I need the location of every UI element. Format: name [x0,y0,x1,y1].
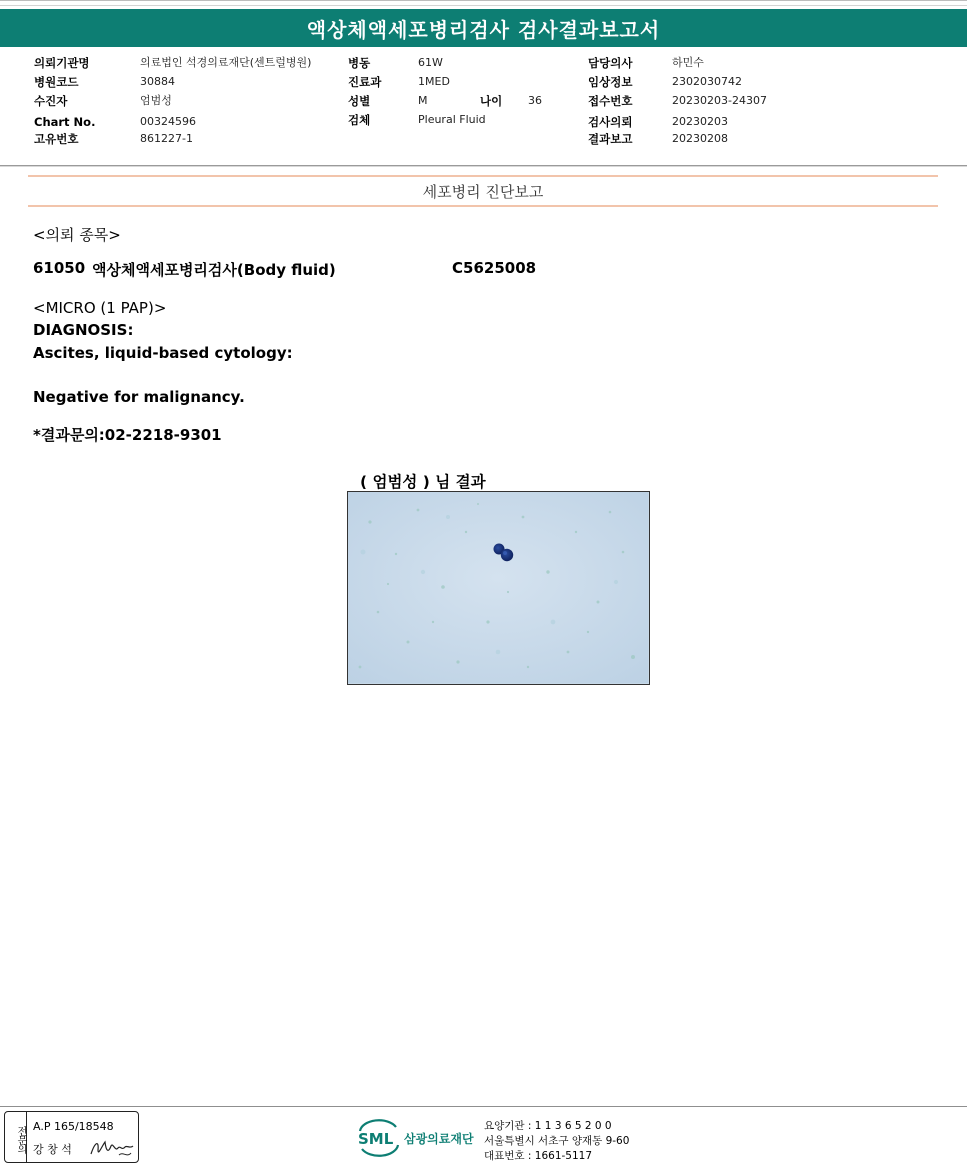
report-title: 액상체액세포병리검사 검사결과보고서 [0,9,967,47]
value-unique-number: 861227-1 [140,132,193,145]
order-header: <의뢰 종목> [33,226,121,244]
result-contact: *결과문의:02-2218-9301 [33,426,222,444]
value-ward: 61W [418,56,443,69]
footer-info [484,1119,629,1164]
footer-rule [0,1106,967,1107]
value-department: 1MED [418,75,450,88]
stamp-side-label: 전문의 [5,1112,27,1162]
label-specimen: 검체 [348,113,371,127]
stamp-name: 강 창 석 [33,1143,72,1156]
label-hospital-code: 병원코드 [34,75,79,89]
label-clinical-info: 임상정보 [588,75,633,89]
cytology-micrograph [348,492,648,683]
value-clinical-info: 2302030742 [672,75,742,88]
label-receipt-number: 접수번호 [588,94,633,108]
value-specimen: Pleural Fluid [418,113,486,126]
specimen-line: Ascites, liquid-based cytology: [33,344,293,362]
value-hospital-code: 30884 [140,75,175,88]
section-rule-bottom [28,205,938,207]
label-unique-number: 고유번호 [34,132,79,146]
label-sex: 성별 [348,94,371,108]
value-patient: 엄범성 [140,94,172,107]
stamp-license: A.P 165/18548 [33,1120,114,1133]
signature-icon [89,1136,135,1160]
sml-logo-mark-text: SML [358,1130,394,1148]
label-result-report-date: 결과보고 [588,132,633,146]
image-caption: ( 엄범성 ) 님 결과 [360,473,486,491]
value-receipt-number: 20230203-24307 [672,94,767,107]
patient-info-block [0,47,967,166]
label-requesting-institution: 의뢰기관명 [34,56,90,70]
diagnosis-label: DIAGNOSIS: [33,321,134,339]
label-chart-no: Chart No. [34,115,96,129]
sml-logo [356,1117,476,1157]
footer-phone: 대표번호 : 1661-5117 [484,1150,593,1162]
label-department: 진료과 [348,75,382,89]
value-age: 36 [528,94,542,107]
value-result-report-date: 20230208 [672,132,728,145]
label-age: 나이 [480,94,503,108]
value-physician: 하민수 [672,56,704,69]
order-code: 61050 [33,259,86,277]
section-title: 세포병리 진단보고 [422,183,544,201]
footer-institution-code: 요양기관 : 1 1 3 6 5 2 0 0 [484,1120,612,1132]
label-physician: 담당의사 [588,56,633,70]
section-rule-top [28,175,938,177]
top-rule [0,0,967,6]
diagnosis-result: Negative for malignancy. [33,388,245,406]
footer-address: 서울특별시 서초구 양재동 9-60 [484,1135,630,1147]
micro-header: <MICRO (1 PAP)> [33,299,167,317]
value-sex: M [418,94,428,107]
pathologist-stamp [4,1111,139,1163]
value-test-request-date: 20230203 [672,115,728,128]
label-patient: 수진자 [34,94,68,108]
order-name: 액상체액세포병리검사(Body fluid) [92,261,336,279]
value-requesting-institution: 의료법인 석경의료재단(센트럴병원) [140,56,312,69]
logo-name: 삼광의료재단 [404,1132,474,1146]
order-id: C5625008 [452,259,537,277]
sml-logo-mark-icon [356,1117,402,1157]
cytology-image [347,491,650,685]
value-chart-no: 00324596 [140,115,196,128]
label-ward: 병동 [348,56,371,70]
label-test-request-date: 검사의뢰 [588,115,633,129]
